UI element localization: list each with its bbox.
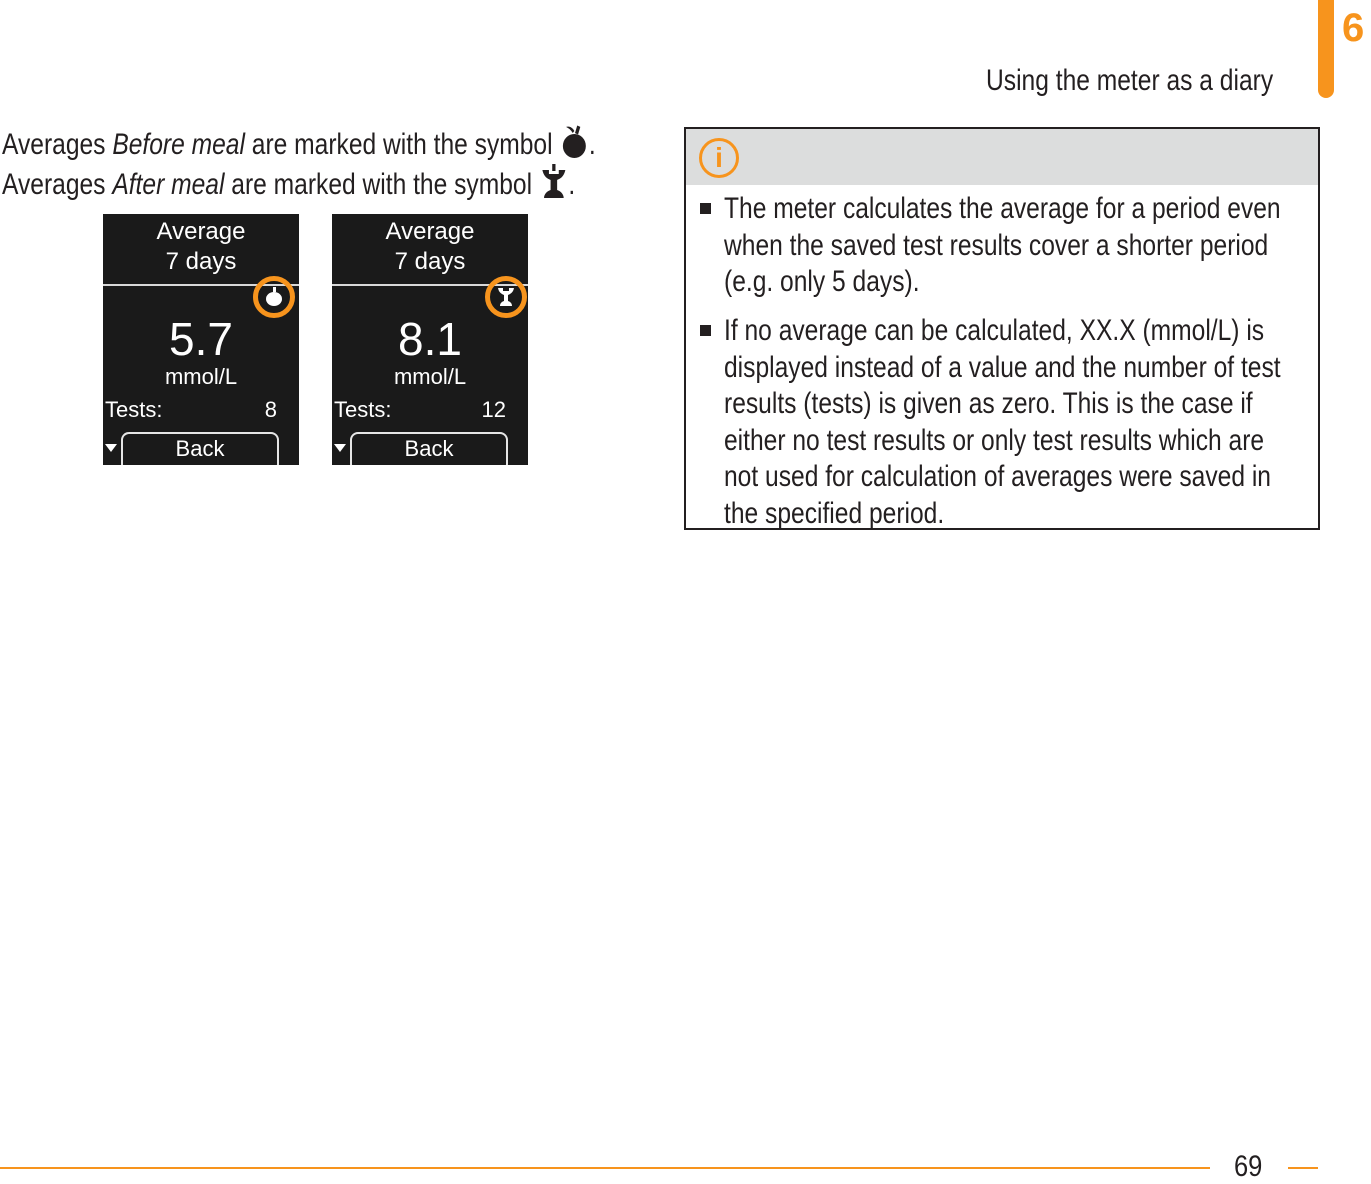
back-button[interactable]: Back	[121, 432, 279, 465]
info-box-header	[686, 129, 1318, 185]
meter-screen-before-meal	[103, 214, 299, 465]
after-meal-term: After meal	[112, 167, 225, 201]
screen-period: 7 days	[394, 248, 466, 275]
info-bullet-2: If no average can be calculated, XX.X (mmol/L) is displayed instead of a value and the number of test results (tests) is given as zero. This is the case if either no test results or only test results which are not used for calculation of averages were saved in the specified period.	[724, 314, 1281, 530]
intro-line-after-meal: Averages After meal are marked with the symbol .	[2, 164, 575, 208]
page-number: 69	[1234, 1150, 1263, 1183]
screen-title: Average	[156, 218, 246, 245]
chapter-tab-bar	[1318, 0, 1334, 98]
triangle-down-icon	[334, 444, 346, 452]
average-value: 5.7	[169, 313, 233, 365]
tests-label: Tests:	[334, 397, 392, 422]
average-unit: mmol/L	[393, 364, 467, 389]
running-header: Using the meter as a diary	[986, 64, 1274, 97]
before-meal-term: Before meal	[112, 127, 245, 161]
back-button[interactable]: Back	[350, 432, 508, 465]
apple-icon	[559, 125, 589, 167]
triangle-down-icon	[105, 444, 117, 452]
apple-core-icon	[539, 164, 569, 208]
tests-count: 8	[264, 397, 277, 422]
average-unit: mmol/L	[164, 364, 238, 389]
chapter-number: 6	[1342, 6, 1365, 50]
highlight-circle	[253, 276, 295, 318]
info-bullet-1: The meter calculates the average for a period even when the saved test results cover a shorter period (e.g. only 5 days).	[724, 192, 1281, 299]
footer-rule-end	[1288, 1167, 1318, 1169]
screen-period: 7 days	[165, 248, 237, 275]
intro-line-before-meal: Averages Before meal are marked with the symbol .	[2, 125, 596, 167]
meter-screen-after-meal	[332, 214, 528, 465]
average-value: 8.1	[398, 313, 462, 365]
apple-icon	[258, 281, 290, 313]
apple-core-icon	[490, 281, 522, 313]
info-icon: i	[699, 138, 739, 178]
footer-rule	[0, 1167, 1210, 1169]
screen-title: Average	[385, 218, 475, 245]
bullet-square-icon	[700, 325, 711, 336]
chapter-tab	[1318, 0, 1371, 98]
bullet-square-icon	[700, 203, 711, 214]
tests-label: Tests:	[105, 397, 163, 422]
highlight-circle	[485, 276, 527, 318]
tests-count: 12	[481, 397, 506, 422]
info-box	[684, 127, 1320, 530]
